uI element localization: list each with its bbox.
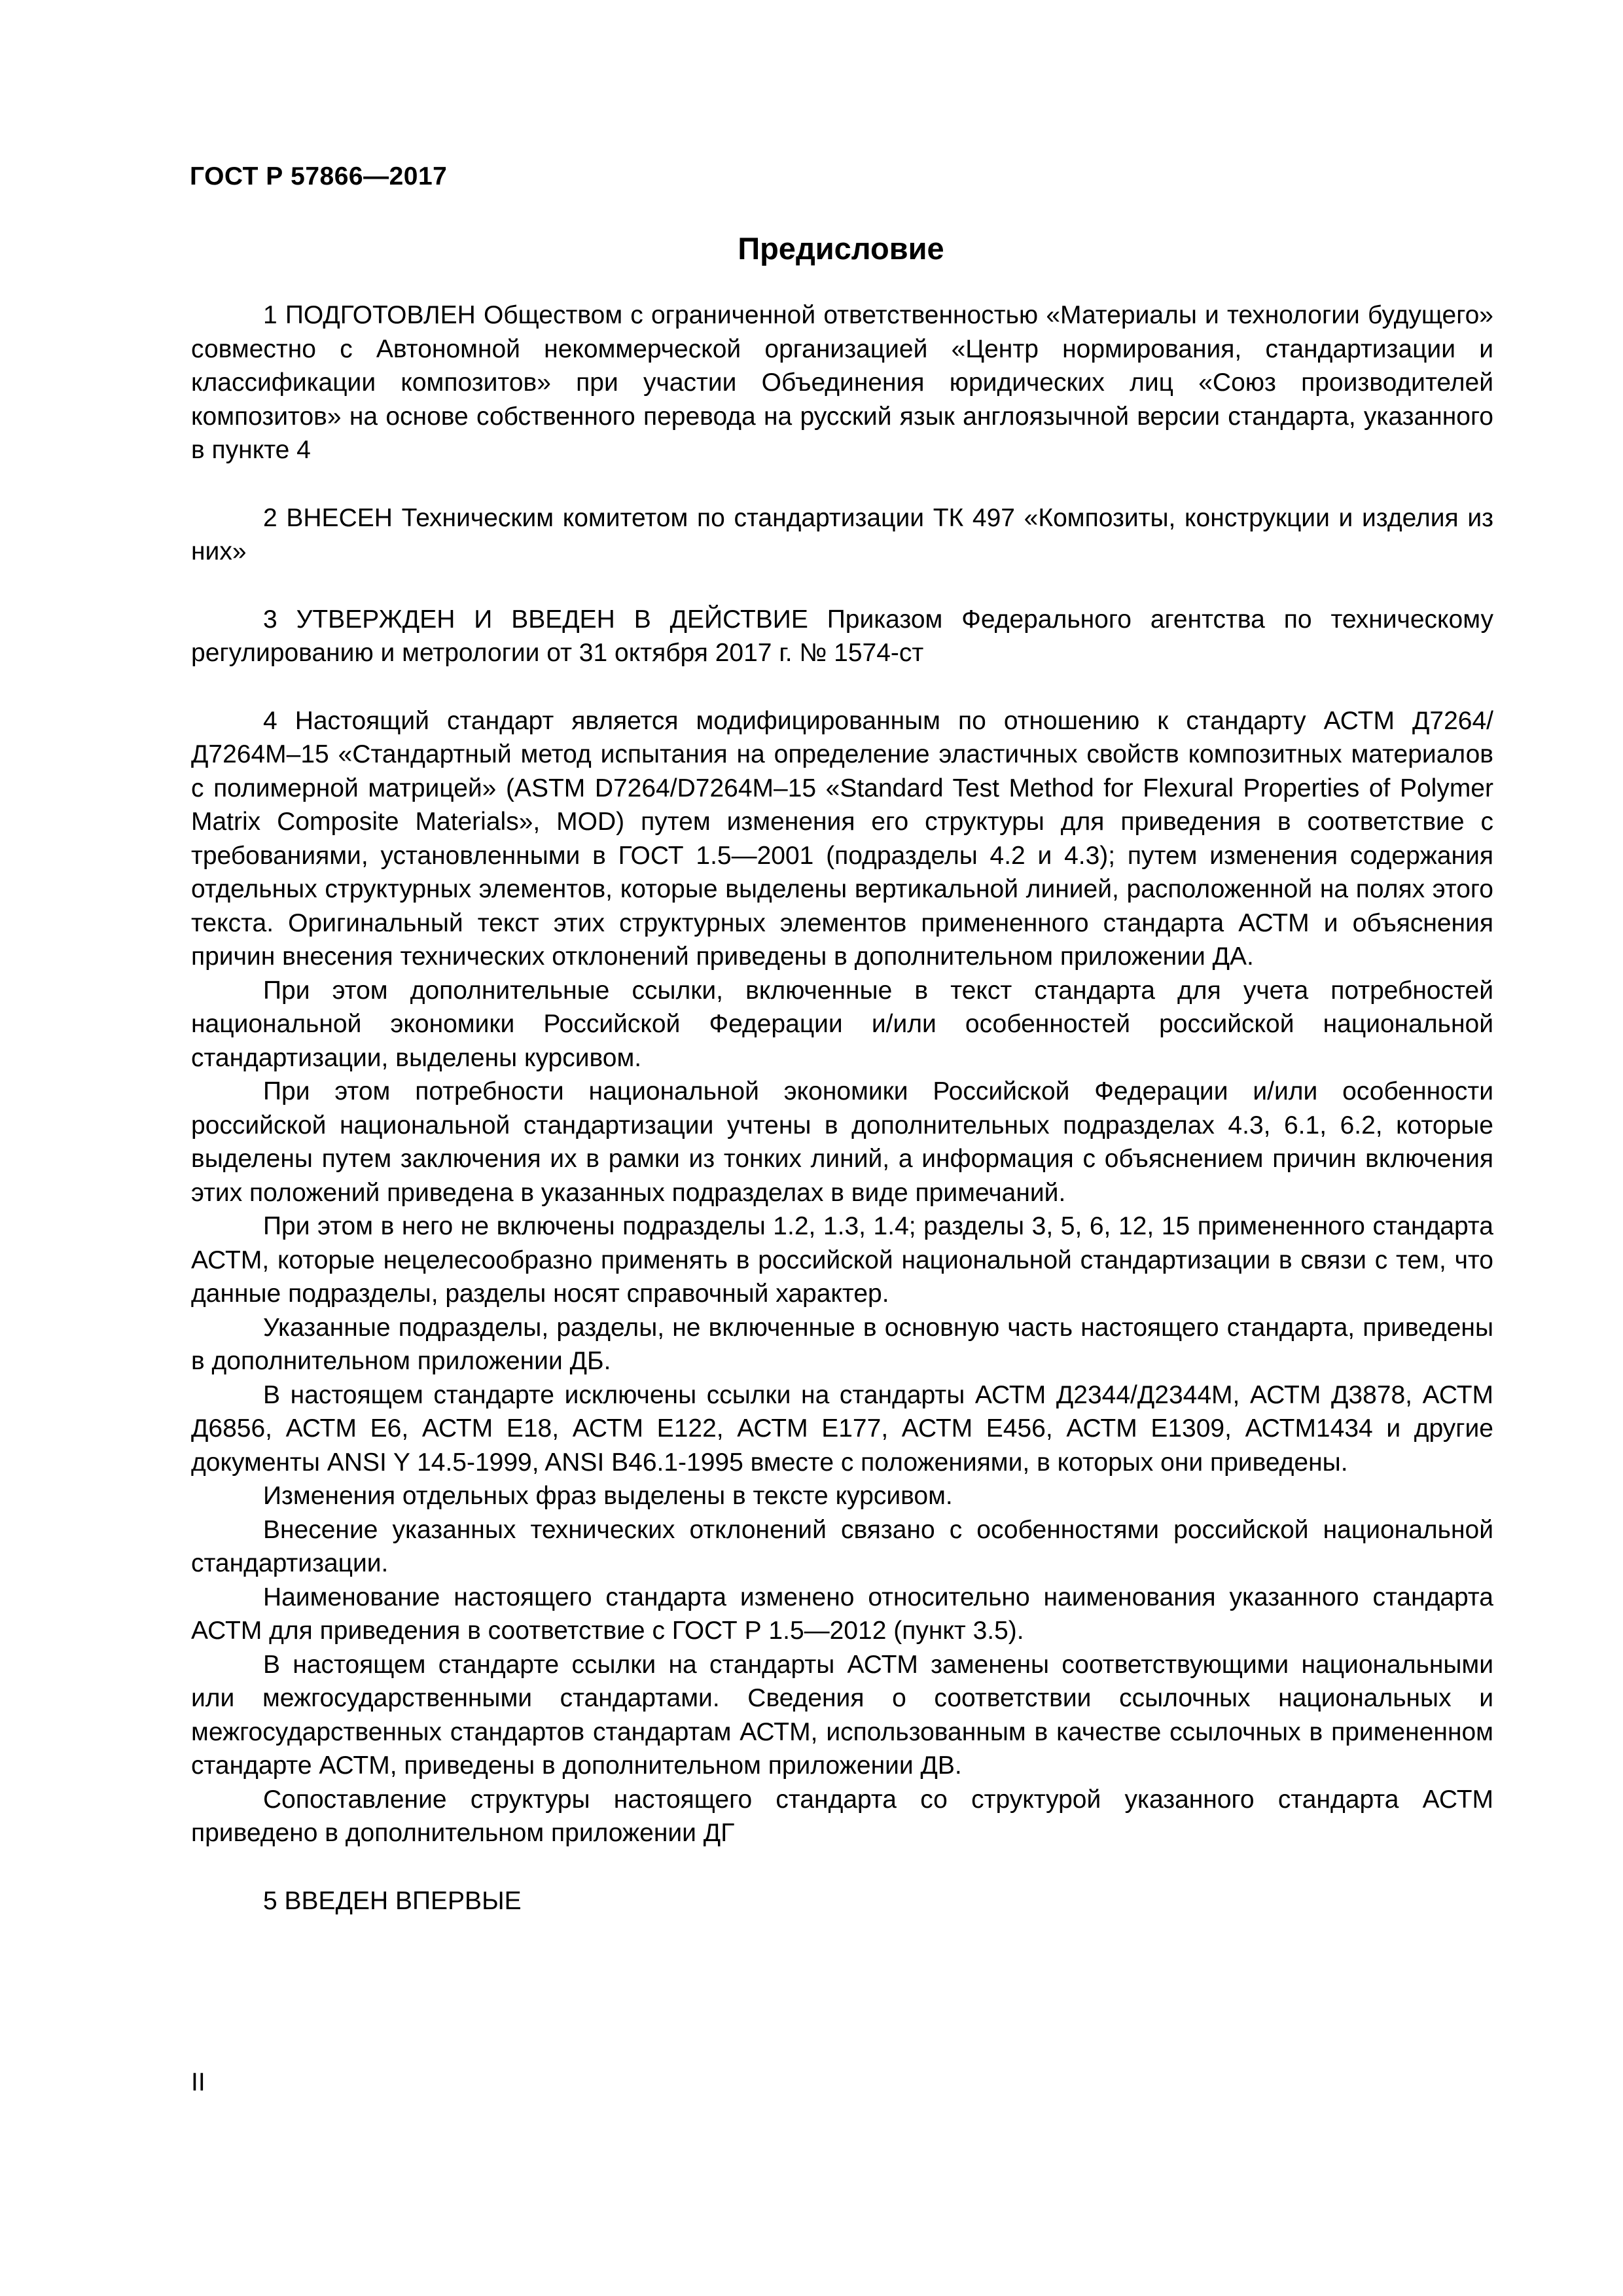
paragraph-submitted: 2 ВНЕСЕН Техническим комитетом по стандартизации ТК 497 «Композиты, конструкции и изделия из них» <box>191 503 1493 565</box>
paragraph-reference-replacement: В настоящем стандарте ссылки на стандарты АСТМ заменены соответствующими национальными или межгосударственными стандартами. Сведения о соответствии ссылочных национальных и межгосударственных стандартов стандартам АСТМ, использованным в качестве ссылочных в примененном стандарте АСТМ, приведены в дополнительном приложении ДВ. <box>191 1650 1493 1780</box>
paragraph-national-needs: При этом потребности национальной экономики Российской Федерации и/или особенности российской национальной стандартизации учтены в дополнительных подразделах 4.3, 6.1, 6.2, которые выделены путем заключения их в рамки из тонких линий, а информация с объяснением причин включения этих положений приведена в указанных подразделах в виде примечаний. <box>191 1077 1493 1207</box>
paragraph-italic-changes: Изменения отдельных фраз выделены в тексте курсивом. <box>263 1482 953 1510</box>
document-header: ГОСТ Р 57866—2017 <box>190 162 448 190</box>
foreword-body <box>191 298 1493 1918</box>
page-number: II <box>191 2068 205 2096</box>
paragraph-annex-db: Указанные подразделы, разделы, не включенные в основную часть настоящего стандарта, приведены в дополнительном приложении ДБ. <box>191 1313 1493 1375</box>
paragraph-additional-references: При этом дополнительные ссылки, включенные в текст стандарта для учета потребностей национальной экономики Российской Федерации и/или особенностей российской национальной стандартизации, выделены курсивом. <box>191 976 1493 1072</box>
page-title: Предисловие <box>738 231 944 266</box>
paragraph-excluded-subsections: При этом в него не включены подразделы 1.2, 1.3, 1.4; разделы 3, 5, 6, 12, 15 примененного стандарта АСТМ, которые нецелесообразно применять в российской национальной стандартизации в связи с тем, что данные подразделы, разделы носят справочный характер. <box>191 1212 1493 1308</box>
paragraph-prepared: 1 ПОДГОТОВЛЕН Обществом с ограниченной ответственностью «Материалы и технологии будущего» совместно с Автономной некоммерческой организацией «Центр нормирования, стандартизации и классификации композитов» при участии Объединения юридических лиц «Союз производителей композитов» на основе собственного перевода на русский язык англоязычной версии стандарта, указанного в пункте 4 <box>191 301 1493 464</box>
paragraph-modified-standard: 4 Настоящий стандарт является модифицированным по отношению к стандарту АСТМ Д7264/Д7264М–15 «Стандартный метод испытания на определение эластичных свойств композитных материалов с полимерной матрицей» (ASTM D7264/D7264M–15 «Standard Test Method for Flexural Properties of Polymer Matrix Composite Materials», MOD) путем изменения его структуры для приведения в соответствие с требованиями, установленными в ГОСТ 1.5—2001 (подразделы 4.2 и 4.3); путем изменения содержания отдельных структурных элементов, которые выделены вертикальной линией, расположенной на полях этого текста. Оригинальный текст этих структурных элементов примененного стандарта АСТМ и объяснения причин внесения технических отклонений приведены в дополнительном приложении ДА. <box>191 706 1493 971</box>
paragraph-title-change: Наименование настоящего стандарта изменено относительно наименования указанного стандарта АСТМ для приведения в соответствие с ГОСТ Р 1.5—2012 (пункт 3.5). <box>191 1583 1493 1645</box>
paragraph-excluded-references: В настоящем стандарте исключены ссылки на стандарты АСТМ Д2344/Д2344М, АСТМ Д3878, АСТМ Д6856, АСТМ Е6, АСТМ Е18, АСТМ Е122, АСТМ Е177, АСТМ Е456, АСТМ Е1309, АСТМ1434 и другие документы ANSI Y 14.5-1999, ANSI B46.1-1995 вместе с положениями, в которых они приведены. <box>191 1380 1493 1477</box>
paragraph-structure-comparison: Сопоставление структуры настоящего стандарта со структурой указанного стандарта АСТМ приведено в дополнительном приложении ДГ <box>191 1785 1493 1847</box>
paragraph-first-introduced: 5 ВВЕДЕН ВПЕРВЫЕ <box>263 1886 522 1915</box>
paragraph-technical-deviations: Внесение указанных технических отклонений связано с особенностями российской национальной стандартизации. <box>191 1515 1493 1577</box>
paragraph-approved: 3 УТВЕРЖДЕН И ВВЕДЕН В ДЕЙСТВИЕ Приказом Федерального агентства по техническому регулированию и метрологии от 31 октября 2017 г. № 1574-ст <box>191 605 1493 667</box>
